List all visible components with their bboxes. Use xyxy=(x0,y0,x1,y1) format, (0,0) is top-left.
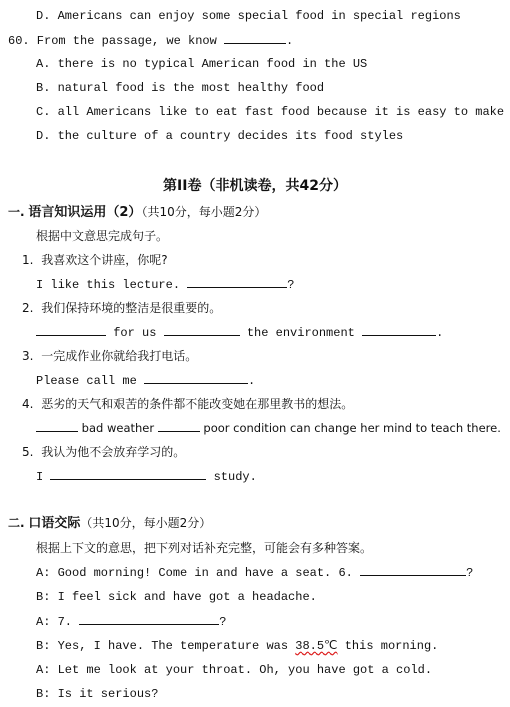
section1-title: 语言知识运用（2） xyxy=(28,205,142,220)
item5-blank[interactable] xyxy=(50,468,206,480)
section2-points: （共10分，每小题2分） xyxy=(80,516,212,530)
item2-blank-2[interactable] xyxy=(164,324,240,336)
item5-end: study. xyxy=(213,470,257,484)
q60-option-d: D. the culture of a country decides its food styles xyxy=(36,129,404,143)
item2-number: 2. xyxy=(22,301,34,315)
item1-chinese: 我喜欢这个讲座，你呢? xyxy=(41,253,168,267)
item2-answer xyxy=(36,324,443,341)
item4-answer xyxy=(36,420,501,436)
item2-text-1: for us xyxy=(113,326,157,340)
dialog-line-5: A: Let me look at your throat. Oh, you have got a cold. xyxy=(36,663,433,677)
item3-end: . xyxy=(248,374,256,388)
dialog-line-4 xyxy=(36,638,438,654)
dialog-line-4-end: this morning. xyxy=(344,639,439,653)
dialog-line-1 xyxy=(36,564,473,581)
dialog-line-6: B: Is it serious? xyxy=(36,687,159,701)
q60-option-a: A. there is no typical American food in the US xyxy=(36,57,368,71)
item3-blank[interactable] xyxy=(144,372,248,384)
item4-number: 4. xyxy=(22,397,34,411)
dialog-line-4-text: B: Yes, I have. The temperature was xyxy=(36,639,289,653)
item5-text: I xyxy=(36,470,44,484)
dialog-line-3 xyxy=(36,613,226,630)
item1-number: 1. xyxy=(22,253,34,267)
q60-stem-end: . xyxy=(286,34,294,48)
q60-option-b: B. natural food is the most healthy food xyxy=(36,81,325,95)
section1-instruction: 根据中文意思完成句子。 xyxy=(36,229,169,243)
item2-blank-3[interactable] xyxy=(362,324,436,336)
section2-title: 口语交际 xyxy=(28,516,81,531)
item1-text: I like this lecture. xyxy=(36,278,181,292)
part2-title: 第II卷（非机读卷，共42分） xyxy=(163,178,347,194)
temperature-value: 38.5℃ xyxy=(295,639,338,653)
q60-option-c: C. all Americans like to eat fast food because it is easy to make xyxy=(36,105,505,119)
item1-prompt xyxy=(22,252,168,268)
item3-answer xyxy=(36,372,255,389)
q60-stem-text: 60. From the passage, we know xyxy=(8,34,217,48)
section1-points: （共10分，每小题2分） xyxy=(141,205,267,219)
item3-number: 3. xyxy=(22,349,34,363)
item4-blank-2[interactable] xyxy=(158,420,200,432)
item2-end: . xyxy=(436,326,444,340)
section1-number: 一. xyxy=(8,205,25,219)
item5-prompt xyxy=(22,444,185,460)
section2-heading xyxy=(8,515,211,532)
dialog-line-3-end: ? xyxy=(219,615,227,629)
q60-stem xyxy=(8,32,293,49)
item2-blank-1[interactable] xyxy=(36,324,106,336)
section2-number: 二. xyxy=(8,516,25,530)
dialog-blank-7[interactable] xyxy=(79,613,219,625)
item4-text-1: bad weather xyxy=(81,421,155,435)
item1-end: ? xyxy=(287,278,295,292)
dialog-line-1-end: ? xyxy=(466,566,474,580)
item5-answer xyxy=(36,468,257,485)
item3-prompt xyxy=(22,348,197,364)
dialog-line-2: B: I feel sick and have got a headache. xyxy=(36,590,317,604)
item3-chinese: 一完成作业你就给我打电话。 xyxy=(41,349,198,363)
item1-answer xyxy=(36,276,294,293)
item2-chinese: 我们保持环境的整洁是很重要的。 xyxy=(41,301,222,315)
item5-chinese: 我认为他不会放弃学习的。 xyxy=(41,445,186,459)
item2-text-2: the environment xyxy=(246,326,355,340)
dialog-line-3-text: A: 7. xyxy=(36,615,73,629)
item4-prompt xyxy=(22,396,353,412)
section2-instruction: 根据上下文的意思，把下列对话补充完整，可能会有多种答案。 xyxy=(36,541,373,555)
item5-number: 5. xyxy=(22,445,34,459)
item2-prompt xyxy=(22,300,221,316)
section1-heading xyxy=(8,204,266,221)
item4-blank-1[interactable] xyxy=(36,420,78,432)
q59-option-d: D. Americans can enjoy some special food in special regions xyxy=(36,9,461,23)
item4-text-2: poor condition can change her mind to teach there. xyxy=(203,421,501,435)
item3-text: Please call me xyxy=(36,374,137,388)
item4-chinese: 恶劣的天气和艰苦的条件都不能改变她在那里教书的想法。 xyxy=(41,397,354,411)
dialog-line-1-text: A: Good morning! Come in and have a seat. 6. xyxy=(36,566,353,580)
q60-blank[interactable] xyxy=(224,32,286,44)
dialog-blank-6[interactable] xyxy=(360,564,466,576)
item1-blank[interactable] xyxy=(187,276,287,288)
